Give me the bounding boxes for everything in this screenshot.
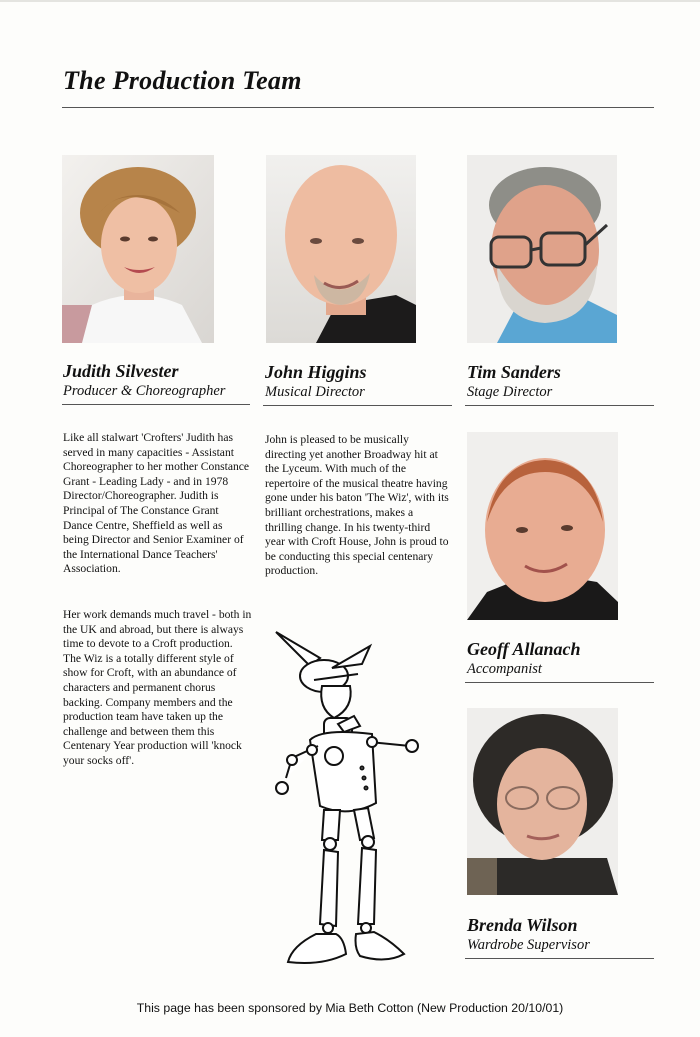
john-higgins-photo [266, 155, 416, 343]
tim-sanders-photo [467, 155, 617, 343]
judith-bio-paragraph: Her work demands much travel - both in the UK and abroad, but there is always time to devote to a Croft production. The Wiz is a totally different style of show for Croft, with an abundance of characters and permanent chorus backing. Company members and the production team have taken up the challenge and between them this Centenary Year production will 'knock your socks off'. [63, 608, 252, 767]
name-underline [465, 958, 654, 959]
name-underline [465, 682, 654, 683]
team-member-role: Accompanist [467, 661, 542, 677]
team-member-role: Musical Director [265, 384, 365, 400]
judith-bio-paragraph: Like all stalwart 'Crofters' Judith has served in many capacities - Assistant Choreographer to her mother Constance Grant - Leading Lady - and in 1978 Director/Choreographer. Judith is Principal of The Constance Grant Dance Centre, Sheffield as well as being Director and Senior Examiner of the International Dance Teachers' Association. [63, 431, 250, 576]
name-underline [465, 405, 654, 406]
team-member-role: Stage Director [467, 384, 553, 400]
sponsor-footer: This page has been sponsored by Mia Beth Cotton (New Production 20/10/01) [136, 1001, 564, 1015]
team-member-role: Wardrobe Supervisor [467, 937, 590, 953]
team-member-name: Tim Sanders [467, 362, 561, 382]
john-bio-paragraph: John is pleased to be musically directing yet another Broadway hit at the Lyceum. With much of the repertoire of the musical theatre having gone under his baton 'The Wiz', with its brilliant orchestrations, makes a thrilling change. In his twenty-third year with Croft House, John is proud to be conducting this special centenary production. [265, 433, 449, 578]
judith-silvester-photo [62, 155, 214, 343]
page-title: The Production Team [63, 66, 302, 95]
name-underline [263, 405, 452, 406]
name-underline [62, 404, 250, 405]
team-member-name: John Higgins [265, 362, 367, 382]
team-member-name: Brenda Wilson [467, 915, 578, 935]
brenda-wilson-photo [467, 708, 618, 895]
team-member-name: Geoff Allanach [467, 639, 581, 659]
top-edge-line [0, 0, 700, 2]
team-member-role: Producer & Choreographer [63, 383, 226, 399]
title-rule [62, 107, 654, 108]
geoff-allanach-photo [467, 432, 618, 620]
team-member-name: Judith Silvester [63, 361, 179, 381]
tin-man-illustration [262, 628, 422, 983]
